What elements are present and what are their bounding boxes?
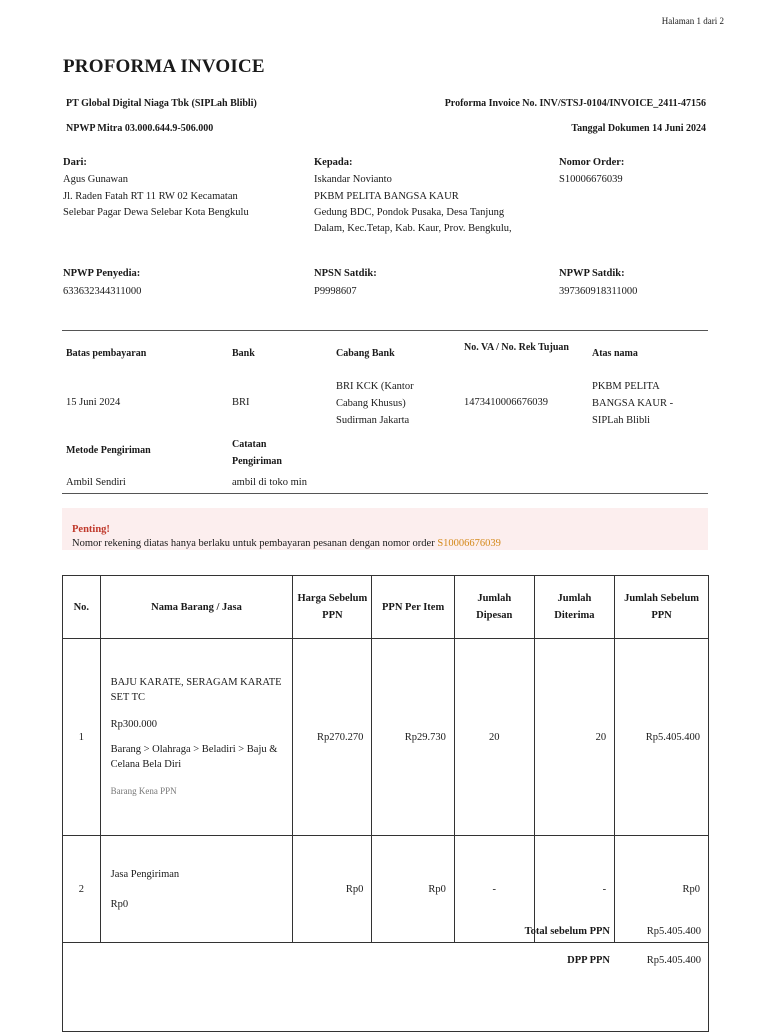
notice-title: Penting! <box>72 524 110 535</box>
npwp-satdik-label: NPWP Satdik: <box>559 268 625 279</box>
to-label: Kepada: <box>314 157 353 168</box>
page-indicator: Halaman 1 dari 2 <box>661 16 724 26</box>
divider-bottom <box>62 493 708 494</box>
npsn-label: NPSN Satdik: <box>314 268 377 279</box>
row-price: Rp0 <box>293 836 372 943</box>
row-received: 20 <box>534 639 614 836</box>
table-row <box>63 836 709 943</box>
bank-branch-header: Cabang Bank <box>336 348 395 359</box>
row-item <box>100 639 293 836</box>
to-name: Iskandar Novianto <box>314 174 392 185</box>
shipping-note-value: ambil di toko min <box>232 477 307 488</box>
va-number-header: No. VA / No. Rek Tujuan <box>464 342 569 353</box>
table-row <box>63 639 709 836</box>
row-subtotal: Rp0 <box>615 836 709 943</box>
total-before-ppn-label: Total sebelum PPN <box>524 926 610 937</box>
from-label: Dari: <box>63 157 87 168</box>
row-no: 1 <box>63 639 101 836</box>
bank-branch-value: BRI KCK (Kantor Cabang Khusus) Sudirman Jakarta <box>336 381 414 426</box>
order-number: S10006676039 <box>559 174 623 185</box>
notice-message: Nomor rekening diatas hanya berlaku untuk pembayaran pesanan dengan nomor order <box>72 538 435 549</box>
item-unit-price: Rp300.000 <box>110 719 158 730</box>
header-name: Nama Barang / Jasa <box>100 576 293 639</box>
account-holder-header: Atas nama <box>592 348 638 359</box>
header-received: Jumlah Diterima <box>534 576 614 639</box>
account-holder-value: PKBM PELITA BANGSA KAUR - SIPLah Blibli <box>592 381 674 426</box>
table-header-row <box>63 576 709 639</box>
row-ordered: 20 <box>454 639 534 836</box>
va-number-value: 1473410006676039 <box>464 397 548 408</box>
row-ordered: - <box>454 836 534 943</box>
npwp-satdik-value: 397360918311000 <box>559 286 638 297</box>
bank-header: Bank <box>232 348 255 359</box>
item-tax-note: Barang Kena PPN <box>110 786 177 796</box>
header-ordered: Jumlah Dipesan <box>454 576 534 639</box>
from-address-line-2: Selebar Pagar Dewa Selebar Kota Bengkulu <box>63 207 249 218</box>
header-no: No. <box>63 576 101 639</box>
total-before-ppn-value: Rp5.405.400 <box>646 926 701 937</box>
npwp-provider-value: 633632344311000 <box>63 286 142 297</box>
totals-row <box>63 943 709 1032</box>
seller-npwp: NPWP Mitra 03.000.644.9-506.000 <box>66 123 214 134</box>
row-received: - <box>534 836 614 943</box>
document-title: PROFORMA INVOICE <box>63 56 265 77</box>
row-price: Rp270.270 <box>293 639 372 836</box>
row-ppn: Rp0 <box>372 836 454 943</box>
item-name: BAJU KARATE, SERAGAM KARATE SET TC <box>110 677 282 703</box>
items-table <box>62 575 709 1032</box>
from-address-line-1: Jl. Raden Fatah RT 11 RW 02 Kecamatan <box>63 191 238 202</box>
important-notice <box>62 508 708 550</box>
order-label: Nomor Order: <box>559 157 625 168</box>
dpp-ppn-label: DPP PPN <box>567 955 610 966</box>
to-organization: PKBM PELITA BANGSA KAUR <box>314 191 459 202</box>
item-name: Jasa Pengiriman <box>110 868 180 880</box>
header-ppn: PPN Per Item <box>372 576 454 639</box>
to-address-line-2: Dalam, Kec.Tetap, Kab. Kaur, Prov. Bengkulu, <box>314 223 512 234</box>
row-subtotal: Rp5.405.400 <box>615 639 709 836</box>
row-item <box>100 836 293 943</box>
totals-cell <box>63 943 709 1032</box>
row-no: 2 <box>63 836 101 943</box>
shipping-method-header: Metode Pengiriman <box>66 445 151 456</box>
payment-deadline-value: 15 Juni 2024 <box>66 397 121 408</box>
from-name: Agus Gunawan <box>63 174 129 185</box>
npsn-value: P9998607 <box>314 286 357 297</box>
notice-order-number: S10006676039 <box>437 538 501 549</box>
bank-value: BRI <box>232 397 250 408</box>
shipping-note-header: Catatan Pengiriman <box>232 439 282 467</box>
header-subtotal: Jumlah Sebelum PPN <box>615 576 709 639</box>
divider-top <box>62 330 708 331</box>
seller-company: PT Global Digital Niaga Tbk (SIPLah Blibli) <box>66 98 257 109</box>
notice-text <box>72 538 501 549</box>
npwp-provider-label: NPWP Penyedia: <box>63 268 141 279</box>
invoice-date: Tanggal Dokumen 14 Juni 2024 <box>571 123 706 134</box>
payment-deadline-header: Batas pembayaran <box>66 348 147 359</box>
header-price: Harga Sebelum PPN <box>293 576 372 639</box>
row-ppn: Rp29.730 <box>372 639 454 836</box>
item-category: Barang > Olahraga > Beladiri > Baju & Celana Bela Diri <box>110 744 278 770</box>
dpp-ppn-value: Rp5.405.400 <box>646 955 701 966</box>
item-unit-price: Rp0 <box>110 898 129 910</box>
invoice-number: Proforma Invoice No. INV/STSJ-0104/INVOICE_2411-47156 <box>444 98 706 109</box>
shipping-method-value: Ambil Sendiri <box>66 477 126 488</box>
to-address-line-1: Gedung BDC, Pondok Pusaka, Desa Tanjung <box>314 207 505 218</box>
